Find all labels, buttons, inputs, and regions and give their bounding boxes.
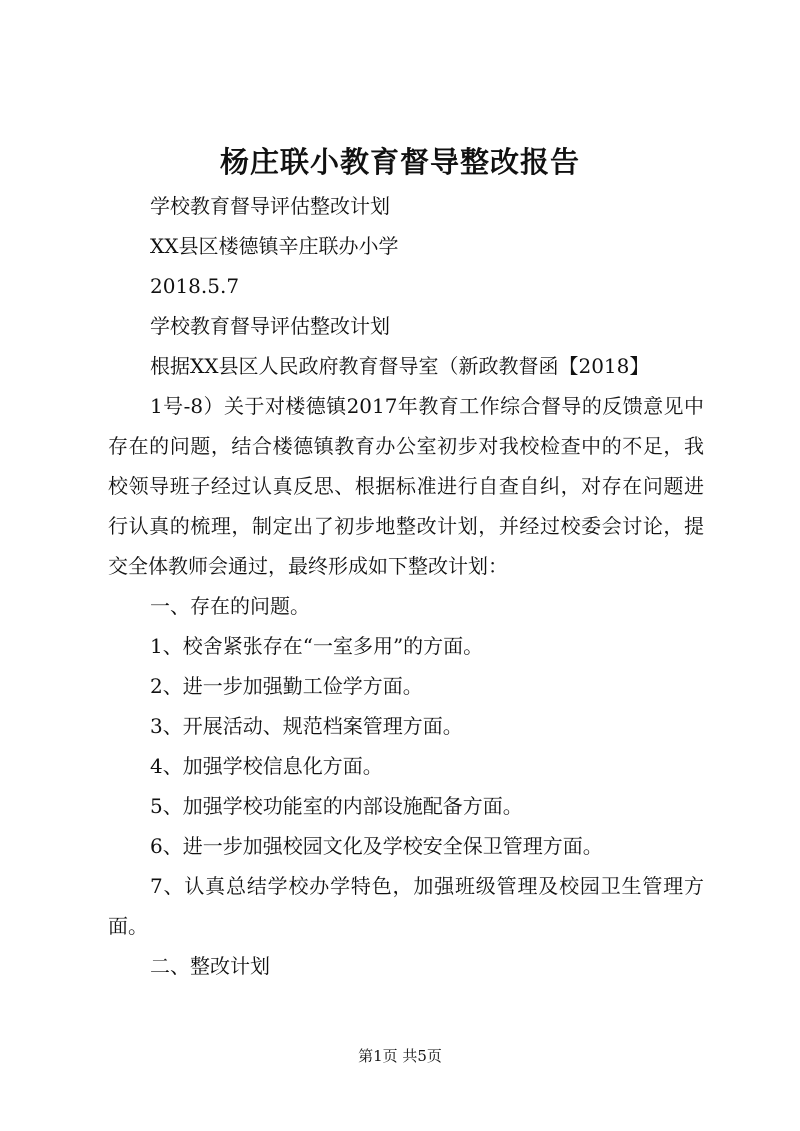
issue-item: 4、加强学校信息化方面。: [150, 754, 383, 778]
section-heading-plan: 二、整改计划: [150, 954, 270, 978]
section-heading-issues: 一、存在的问题。: [150, 594, 310, 618]
page-footer: 第1页 共5页: [358, 1047, 442, 1065]
issue-item: 6、进一步加强校园文化及学校安全保卫管理方面。: [150, 834, 603, 858]
document-title: 杨庄联小教育督导整改报告: [219, 145, 580, 179]
document-date: 2018.5.7: [150, 274, 240, 298]
issue-item: 5、加强学校功能室的内部设施配备方面。: [150, 794, 523, 818]
school-name: XX县区楼德镇辛庄联办小学: [150, 234, 399, 258]
reference-line: 根据XX县区人民政府教育督导室（新政教督函【2018】: [150, 354, 650, 378]
issue-item: 7、认真总结学校办学特色，加强班级管理及校园卫生管理方面。: [108, 874, 704, 938]
document-body: [108, 186, 704, 986]
plan-heading: 学校教育督导评估整改计划: [150, 194, 390, 218]
issue-item: 1、校舍紧张存在“一室多用”的方面。: [150, 634, 484, 658]
plan-subheading: 学校教育督导评估整改计划: [150, 314, 390, 338]
intro-paragraph: 1号-8）关于对楼德镇2017年教育工作综合督导的反馈意见中存在的问题，结合楼德镇教育办公室初步对我校检查中的不足，我校领导班子经过认真反思、根据标准进行自查自纠，对存在问题进行认真的梳理，制定出了初步地整改计划，并经过校委会讨论，提交全体教师会通过，最终形成如下整改计划：: [108, 394, 704, 578]
issue-item: 3、开展活动、规范档案管理方面。: [150, 714, 463, 738]
issue-item: 2、进一步加强勤工俭学方面。: [150, 674, 423, 698]
